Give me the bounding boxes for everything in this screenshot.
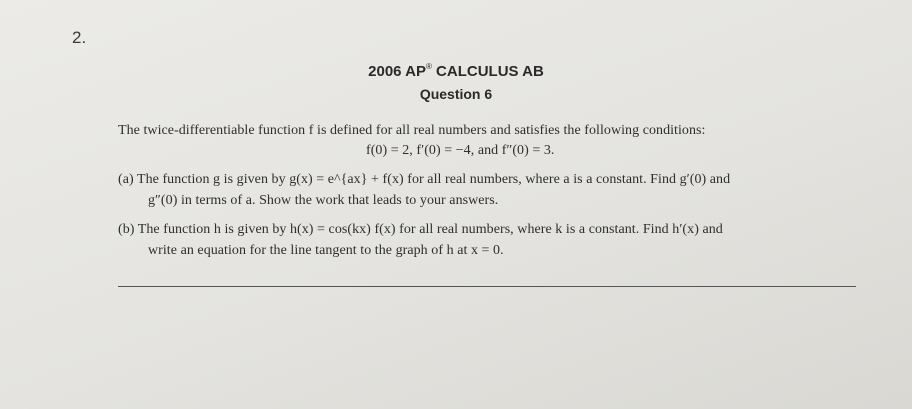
registered-mark: ®	[425, 62, 432, 71]
part-a-line-2: g″(0) in terms of a. Show the work that leads to your answers.	[148, 193, 499, 208]
question-number: 2.	[72, 28, 87, 47]
problem-intro: The twice-differentiable function f is defined for all real numbers and satisfies the following conditions:	[118, 123, 706, 138]
page-title	[0, 62, 912, 80]
title-prefix: 2006 AP	[368, 63, 426, 80]
title-suffix: CALCULUS AB	[431, 63, 544, 80]
initial-conditions: f(0) = 2, f′(0) = −4, and f″(0) = 3.	[366, 143, 555, 158]
part-a-line-1: (a) The function g is given by g(x) = e^{ax} + f(x) for all real numbers, where a is a constant. Find g′(0) and	[118, 172, 731, 187]
divider-rule	[118, 286, 856, 287]
question-subtitle: Question 6	[419, 86, 493, 102]
part-b-line-2: write an equation for the line tangent to the graph of h at x = 0.	[148, 243, 504, 258]
part-b-line-1: (b) The function h is given by h(x) = cos(kx) f(x) for all real numbers, where k is a constant. Find h′(x) and	[118, 222, 723, 237]
